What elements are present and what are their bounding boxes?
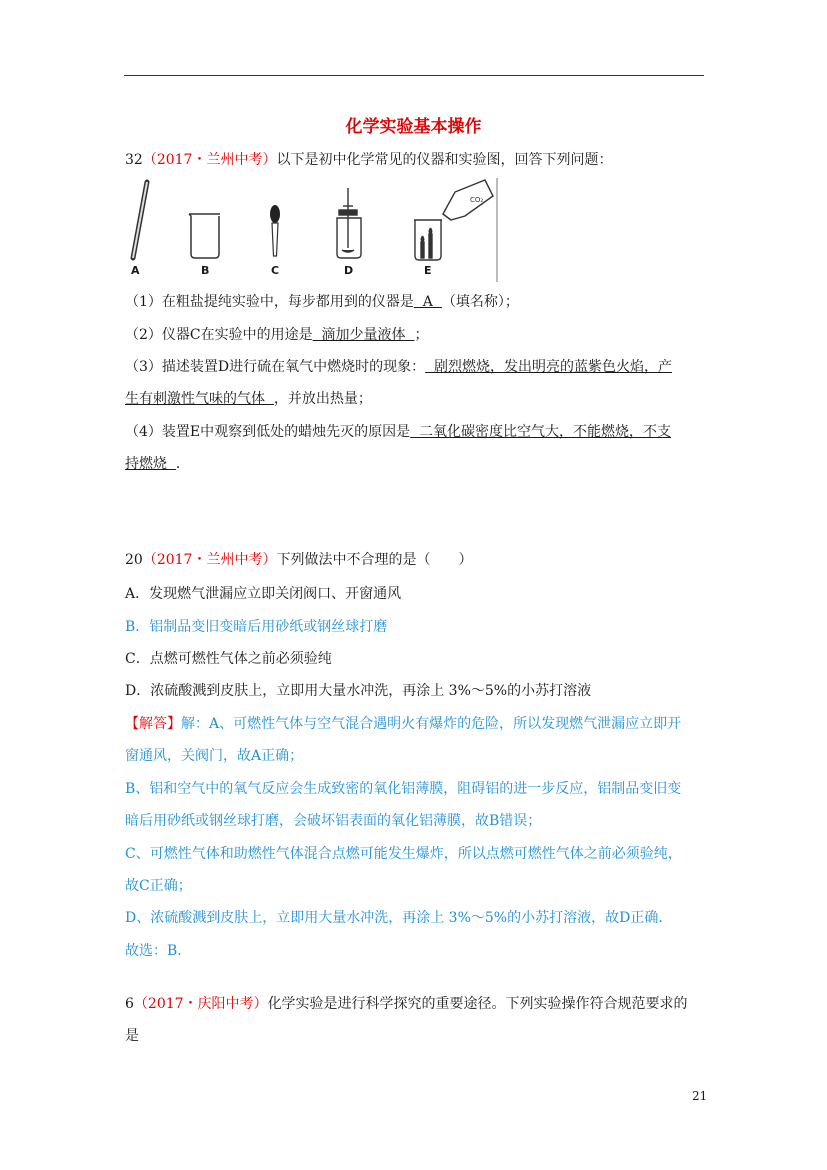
q6-stem-1: 化学实验是进行科学探究的重要途径。下列实验操作符合规范要求的 xyxy=(267,996,688,1012)
page-number: 21 xyxy=(692,1089,708,1103)
page-title: 化学实验基本操作 xyxy=(345,117,482,137)
q20-option-d: D．浓硫酸溅到皮肤上，立即用大量水冲洗，再涂上 3%～5%的小苏打溶液 xyxy=(125,683,592,699)
apparatus-drawing xyxy=(125,178,500,284)
q32-part3-line1 xyxy=(125,357,672,377)
q6-source: （2017・庆阳中考） xyxy=(133,996,268,1012)
q32-part1-tail: （填名称）； xyxy=(441,294,519,310)
co2-candle-experiment-icon xyxy=(414,180,493,260)
q32-number: 32 xyxy=(125,152,143,168)
q32-part2-answer: 滴加少量液体 xyxy=(312,327,415,343)
q20-stem: 下列做法中不合理的是（ ） xyxy=(276,552,473,568)
figure-label-b: B xyxy=(201,264,210,277)
q32-part2-tail: ； xyxy=(414,327,429,343)
q20-answer-line3: B、铝和空气中的氧气反应会生成致密的氧化铝薄膜，阻碍铝的进一步反应，铝制品变旧变 xyxy=(125,781,682,797)
q32-part1 xyxy=(125,292,519,312)
q32-stem-line xyxy=(125,150,612,170)
answer-tag: 【解答】 xyxy=(125,716,181,732)
figure-label-a: A xyxy=(131,264,140,277)
q6-stem-line1 xyxy=(125,994,688,1014)
q32-part3-answer-2: 生有刺激性气味的气体 xyxy=(125,391,274,407)
q32-part3-tail: ，并放出热量； xyxy=(273,391,372,407)
q20-option-a: A．发现燃气泄漏应立即关闭阀口、开窗通风 xyxy=(125,586,402,602)
q32-source: （2017・兰州中考） xyxy=(142,152,277,168)
q20-answer-text-1: 解：A、可燃性气体与空气混合遇明火有爆炸的危险，所以发现燃气泄漏应立即开 xyxy=(181,716,682,732)
q32-part1-text: （1）在粗盐提纯实验中，每步都用到的仪器是 xyxy=(125,294,414,310)
q6-number: 6 xyxy=(125,996,134,1012)
q20-answer-line7: D、浓硫酸溅到皮肤上，立即用大量水冲洗，再涂上 3%～5%的小苏打溶液，故D正确． xyxy=(125,910,673,926)
q6-stem-line2: 是 xyxy=(125,1028,139,1044)
q20-option-b: B．铝制品变旧变暗后用砂纸或钢丝球打磨 xyxy=(125,619,388,635)
q20-answer-line4: 暗后用砂纸或钢丝球打磨，会破坏铝表面的氧化铝薄膜，故B错误； xyxy=(125,813,542,829)
figure-label-d: D xyxy=(344,264,354,277)
apparatus-figure xyxy=(125,178,500,284)
q32-part4-answer-1: 二氧化碳密度比空气大，不能燃烧，不支 xyxy=(410,424,672,440)
q20-number: 20 xyxy=(125,552,143,568)
q20-source: （2017・兰州中考） xyxy=(142,552,277,568)
q20-option-c: C．点燃可燃性气体之前必须验纯 xyxy=(125,651,332,667)
q32-part4-line1 xyxy=(125,422,671,442)
q20-stem-line xyxy=(125,550,472,570)
beaker-icon xyxy=(189,214,220,258)
q32-part4-tail: . xyxy=(175,456,181,472)
q20-answer-line5: C、可燃性气体和助燃性气体混合点燃可能发生爆炸，所以点燃可燃性气体之前必须验纯， xyxy=(125,846,682,862)
co2-label: CO₂ xyxy=(470,196,484,204)
figure-label-c: C xyxy=(271,264,280,277)
q32-part2-text: （2）仪器C在实验中的用途是 xyxy=(125,327,313,343)
q32-part3-answer-1: 剧烈燃烧，发出明亮的蓝紫色火焰，产 xyxy=(425,359,673,375)
q20-answer-line2: 窗通风，关阀门，故A正确； xyxy=(125,748,304,764)
q20-answer-line6: 故C正确； xyxy=(125,878,192,894)
q32-part4-answer-2: 持燃烧 xyxy=(125,456,176,472)
q32-part1-answer: A xyxy=(413,294,442,310)
q32-part4-line2 xyxy=(125,454,180,474)
figure-label-e: E xyxy=(424,264,432,277)
q20-answer-line8: 故选：B． xyxy=(125,943,192,959)
q32-stem: 以下是初中化学常见的仪器和实验图，回答下列问题： xyxy=(276,152,613,168)
gas-jar-icon xyxy=(337,188,361,258)
q32-part2 xyxy=(125,325,428,345)
dropper-icon xyxy=(270,205,280,256)
q32-part3-line2 xyxy=(125,389,372,409)
q32-part3-text: （3）描述装置D进行硫在氧气中燃烧时的现象： xyxy=(125,359,426,375)
header-rule xyxy=(124,75,704,76)
q32-part4-text: （4）装置E中观察到低处的蜡烛先灭的原因是 xyxy=(125,424,411,440)
q20-answer-line1 xyxy=(125,714,681,734)
glass-rod-icon xyxy=(133,182,147,258)
